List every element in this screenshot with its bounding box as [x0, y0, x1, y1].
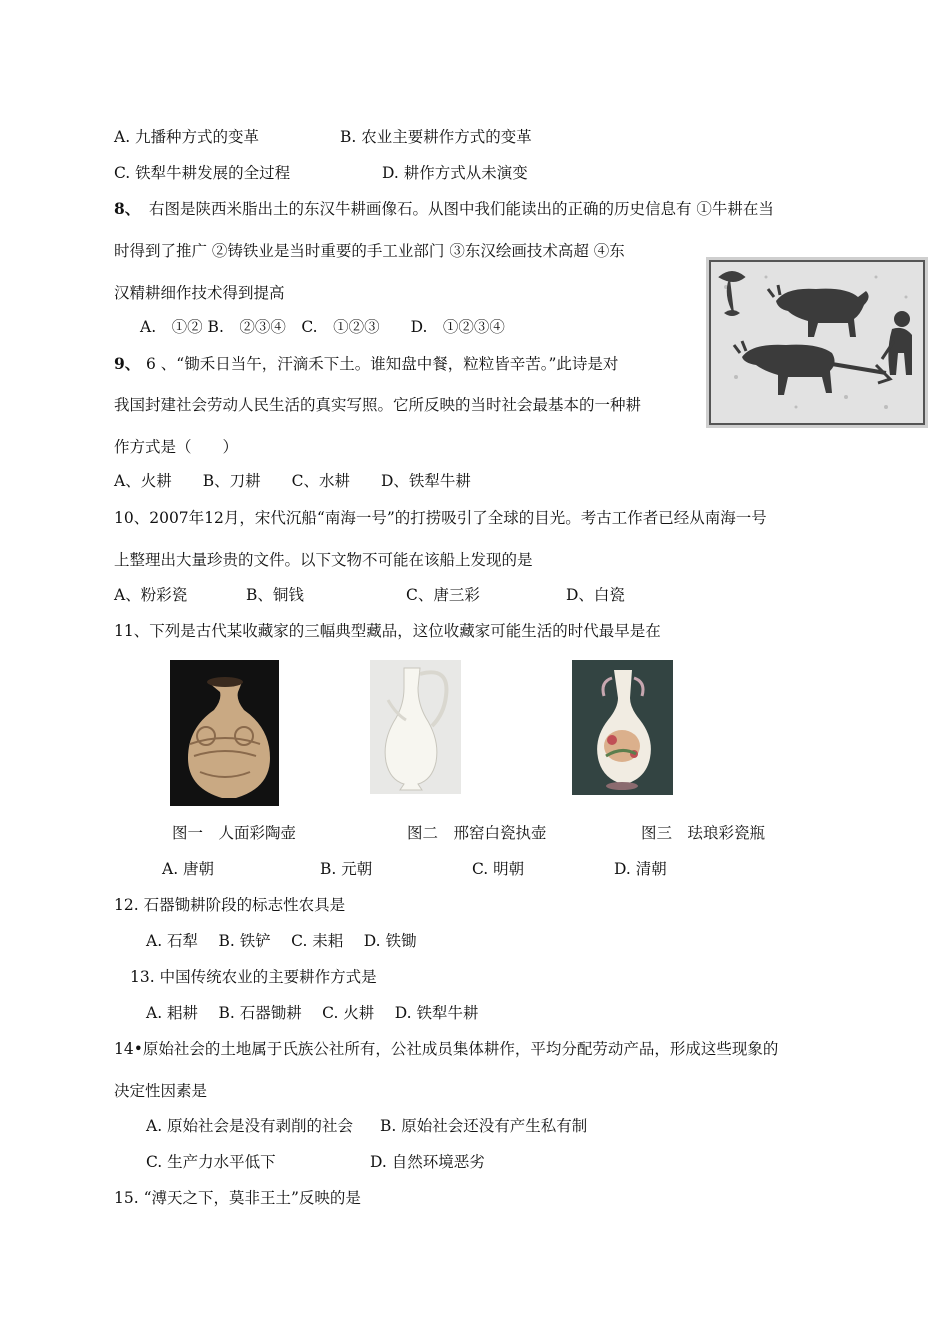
- figure1-caption: 图一 人面彩陶壶: [172, 824, 297, 842]
- enamel-porcelain-vase-image: [572, 660, 673, 795]
- q8-text-line1: 右图是陕西米脂出土的东汉牛耕画像石。从图中我们能读出的正确的历史信息有 ①牛耕在当: [149, 200, 774, 218]
- q14-option-a: A. 原始社会是没有剥削的社会: [146, 1117, 354, 1135]
- q12-options: A. 石犁 B. 铁铲 C. 耒耜 D. 铁锄: [146, 932, 417, 950]
- q10-option-c: C、唐三彩: [406, 586, 480, 604]
- q9-options: A、火耕 B、刀耕 C、水耕 D、铁犁牛耕: [114, 472, 471, 490]
- q11-option-a: A. 唐朝: [162, 860, 215, 878]
- q7-option-b: B. 农业主要耕作方式的变革: [340, 128, 532, 146]
- q13-options: A. 耜耕 B. 石器锄耕 C. 火耕 D. 铁犁牛耕: [146, 1004, 479, 1022]
- q8-number: 8、: [114, 199, 141, 218]
- figure3-caption: 图三 珐琅彩瓷瓶: [641, 824, 766, 842]
- q9-number: 9、: [114, 354, 141, 373]
- painted-pottery-pot-image: [170, 660, 279, 806]
- q14-text-line1: 14•原始社会的土地属于氏族公社所有，公社成员集体耕作，平均分配劳动产品，形成这些现象的: [114, 1040, 779, 1058]
- q7-option-a: A. 九播种方式的变革: [114, 128, 260, 146]
- q9-text-line1: 6 、“锄禾日当午，汗滴禾下土。谁知盘中餐，粒粒皆辛苦。”此诗是对: [146, 355, 619, 373]
- q11-option-d: D. 清朝: [614, 860, 667, 878]
- q8-text-line3: 汉精耕细作技术得到提高: [114, 284, 285, 302]
- q9-text-line3: 作方式是（ ）: [114, 438, 239, 456]
- q14-text-line2: 决定性因素是: [114, 1082, 208, 1100]
- q12-text-line1: 12. 石器锄耕阶段的标志性农具是: [114, 896, 346, 914]
- q14-option-c: C. 生产力水平低下: [146, 1153, 276, 1171]
- q11-text-line1: 11、下列是古代某收藏家的三幅典型藏品，这位收藏家可能生活的时代最早是在: [114, 622, 661, 640]
- q8-options: A. ①② B. ②③④ C. ①②③ D. ①②③④: [140, 318, 505, 336]
- ox-plowing-relief-image: [706, 257, 928, 428]
- q14-option-b: B. 原始社会还没有产生私有制: [380, 1117, 588, 1135]
- q8-text-line2: 时得到了推广 ②铸铁业是当时重要的手工业部门 ③东汉绘画技术高超 ④东: [114, 242, 625, 260]
- figure2-caption: 图二 邢窑白瓷执壶: [407, 824, 547, 842]
- q11-option-b: B. 元朝: [320, 860, 373, 878]
- q9-text-line2: 我国封建社会劳动人民生活的真实写照。它所反映的当时社会最基本的一种耕: [114, 396, 642, 414]
- q14-option-d: D. 自然环境恶劣: [370, 1153, 485, 1171]
- q10-text-line1: 10、2007年12月，宋代沉船“南海一号”的打捞吸引了全球的目光。考古工作者已经从南海一号: [114, 509, 767, 527]
- q13-text-line1: 13. 中国传统农业的主要耕作方式是: [130, 968, 377, 986]
- q11-option-c: C. 明朝: [472, 860, 525, 878]
- q7-option-d: D. 耕作方式从未演变: [382, 164, 528, 182]
- q10-option-b: B、铜钱: [246, 586, 304, 604]
- q10-option-a: A、粉彩瓷: [114, 586, 188, 604]
- q15-text-line1: 15. “溥天之下，莫非王土”反映的是: [114, 1189, 361, 1207]
- white-porcelain-ewer-image: [370, 660, 461, 794]
- q10-option-d: D、白瓷: [566, 586, 625, 604]
- q10-text-line2: 上整理出大量珍贵的文件。以下文物不可能在该船上发现的是: [114, 551, 533, 569]
- q7-option-c: C. 铁犁牛耕发展的全过程: [114, 164, 291, 182]
